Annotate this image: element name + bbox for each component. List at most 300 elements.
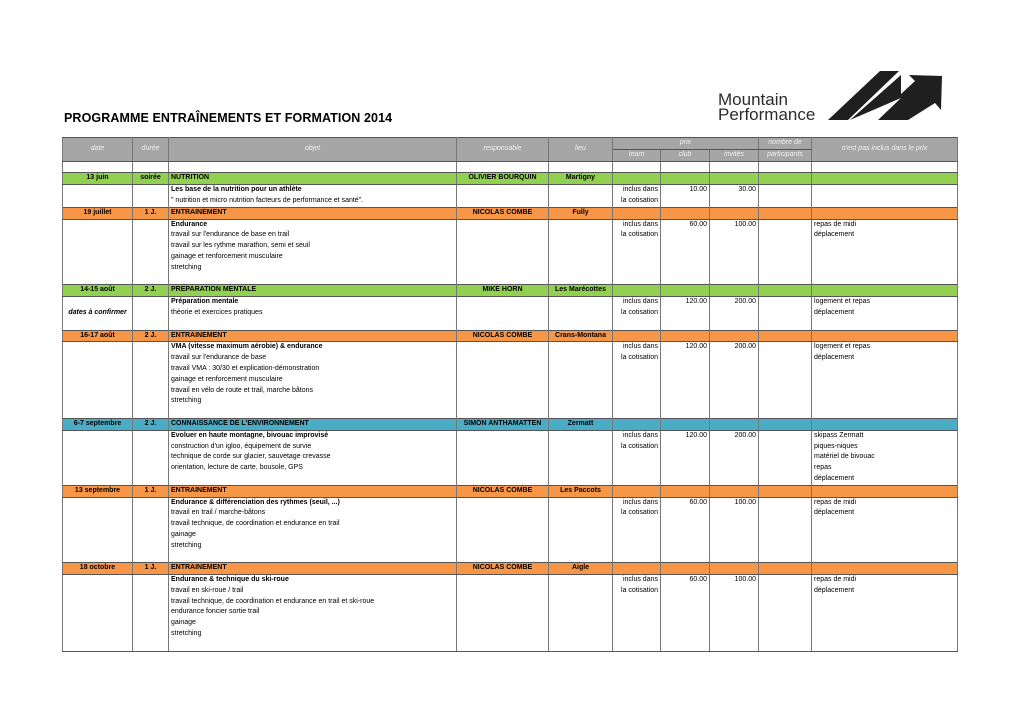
empty-cell	[759, 342, 812, 353]
empty-cell	[133, 196, 169, 207]
empty-cell	[759, 430, 812, 441]
empty-cell	[812, 330, 958, 342]
detail-non-inclus: déplacement	[812, 474, 958, 485]
empty-cell	[457, 442, 549, 453]
empty-cell	[457, 508, 549, 519]
event-header-row	[63, 207, 958, 219]
event-responsable: MIKE HORN	[457, 285, 549, 297]
event-header-row	[63, 563, 958, 575]
event-date: 6-7 septembre	[63, 418, 133, 430]
empty-cell	[457, 230, 549, 241]
detail-club: 60.00	[661, 497, 710, 508]
detail-objet	[169, 319, 457, 330]
detail-team: inclus dans	[613, 575, 661, 586]
header-non-inclus: n'est pas inclus dans le prix	[812, 138, 958, 162]
detail-date	[63, 342, 133, 353]
detail-non-inclus	[812, 375, 958, 386]
event-lieu: Aigle	[549, 563, 613, 575]
detail-non-inclus	[812, 618, 958, 629]
empty-cell	[133, 252, 169, 263]
detail-date	[63, 353, 133, 364]
empty-cell	[457, 319, 549, 330]
detail-objet: gainage et renforcement musculaire	[169, 252, 457, 263]
empty-cell	[133, 463, 169, 474]
detail-club	[661, 629, 710, 640]
detail-non-inclus	[812, 607, 958, 618]
empty-cell	[759, 173, 812, 185]
detail-invites	[710, 607, 759, 618]
event-duree: soirée	[133, 173, 169, 185]
event-date: 14-15 août	[63, 285, 133, 297]
detail-non-inclus	[812, 364, 958, 375]
event-lieu: Les Marécottes	[549, 285, 613, 297]
event-header-row	[63, 285, 958, 297]
detail-non-inclus	[812, 407, 958, 418]
detail-club: 120.00	[661, 430, 710, 441]
empty-cell	[457, 430, 549, 441]
event-detail-row	[63, 386, 958, 397]
empty-cell	[133, 319, 169, 330]
empty-cell	[613, 563, 661, 575]
event-duree: 1 J.	[133, 207, 169, 219]
empty-cell	[457, 396, 549, 407]
detail-club: 120.00	[661, 342, 710, 353]
empty-cell	[759, 274, 812, 285]
detail-objet: Endurance	[169, 219, 457, 230]
detail-club	[661, 607, 710, 618]
event-detail-row	[63, 274, 958, 285]
empty-cell	[759, 386, 812, 397]
detail-invites	[710, 519, 759, 530]
detail-objet: construction d'un igloo, équipement de survie	[169, 442, 457, 453]
detail-non-inclus	[812, 319, 958, 330]
empty-cell	[759, 640, 812, 651]
empty-cell	[759, 474, 812, 485]
empty-cell	[549, 219, 613, 230]
empty-cell	[759, 219, 812, 230]
detail-objet: travail sur l'endurance de base en trail	[169, 230, 457, 241]
event-detail-row	[63, 241, 958, 252]
event-detail-row	[63, 396, 958, 407]
detail-objet: travail VMA : 30/30 et explication-démonstration	[169, 364, 457, 375]
empty-cell	[661, 330, 710, 342]
detail-non-inclus	[812, 551, 958, 562]
empty-cell	[549, 508, 613, 519]
empty-cell	[759, 452, 812, 463]
event-detail-row	[63, 607, 958, 618]
detail-invites	[710, 586, 759, 597]
detail-club	[661, 263, 710, 274]
empty-cell	[549, 452, 613, 463]
empty-cell	[133, 396, 169, 407]
event-detail-row	[63, 407, 958, 418]
event-detail-row	[63, 308, 958, 319]
event-duree: 1 J.	[133, 485, 169, 497]
event-responsable: NICOLAS COMBE	[457, 485, 549, 497]
detail-team	[613, 252, 661, 263]
empty-cell	[759, 353, 812, 364]
detail-invites: 200.00	[710, 430, 759, 441]
detail-non-inclus: repas de midi	[812, 219, 958, 230]
detail-date	[63, 196, 133, 207]
event-detail-row	[63, 319, 958, 330]
detail-objet: gainage	[169, 530, 457, 541]
detail-non-inclus	[812, 386, 958, 397]
empty-cell	[759, 319, 812, 330]
detail-objet: " nutrition et micro nutrition facteurs de performance et santé".	[169, 196, 457, 207]
event-responsable: NICOLAS COMBE	[457, 207, 549, 219]
empty-cell	[812, 563, 958, 575]
empty-cell	[457, 274, 549, 285]
detail-team	[613, 629, 661, 640]
detail-date	[63, 519, 133, 530]
detail-non-inclus	[812, 597, 958, 608]
detail-date	[63, 607, 133, 618]
event-category: PREPARATION MENTALE	[169, 285, 457, 297]
detail-non-inclus: logement et repas	[812, 297, 958, 308]
event-duree: 2 J.	[133, 330, 169, 342]
detail-objet: gainage et renforcement musculaire	[169, 375, 457, 386]
detail-club: 120.00	[661, 297, 710, 308]
empty-cell	[759, 263, 812, 274]
detail-club	[661, 618, 710, 629]
empty-cell	[133, 551, 169, 562]
event-detail-row	[63, 575, 958, 586]
empty-cell	[710, 330, 759, 342]
detail-objet: orientation, lecture de carte, bousole, GPS	[169, 463, 457, 474]
header-club: club	[661, 149, 710, 161]
empty-cell	[759, 442, 812, 453]
detail-invites	[710, 252, 759, 263]
detail-invites	[710, 629, 759, 640]
detail-team	[613, 640, 661, 651]
empty-cell	[759, 207, 812, 219]
detail-objet: Evoluer en haute montagne, bivouac improvisé	[169, 430, 457, 441]
detail-club	[661, 597, 710, 608]
empty-cell	[133, 474, 169, 485]
empty-cell	[457, 519, 549, 530]
empty-cell	[457, 607, 549, 618]
empty-cell	[759, 252, 812, 263]
detail-date	[63, 452, 133, 463]
empty-cell	[133, 452, 169, 463]
detail-date	[63, 575, 133, 586]
detail-non-inclus	[812, 196, 958, 207]
empty-cell	[759, 597, 812, 608]
event-detail-row	[63, 263, 958, 274]
empty-cell	[133, 618, 169, 629]
empty-cell	[759, 285, 812, 297]
event-lieu: Crans-Montana	[549, 330, 613, 342]
event-detail-row	[63, 219, 958, 230]
empty-cell	[457, 375, 549, 386]
detail-team	[613, 618, 661, 629]
detail-objet: travail sur les rythme marathon, semi et seuil	[169, 241, 457, 252]
detail-invites	[710, 530, 759, 541]
detail-invites: 30.00	[710, 185, 759, 196]
detail-invites	[710, 508, 759, 519]
detail-team	[613, 463, 661, 474]
event-detail-row	[63, 618, 958, 629]
detail-date	[63, 386, 133, 397]
detail-date	[63, 551, 133, 562]
empty-cell	[759, 508, 812, 519]
detail-date	[63, 364, 133, 375]
detail-date	[63, 541, 133, 552]
empty-cell	[133, 530, 169, 541]
empty-cell	[710, 173, 759, 185]
empty-cell	[759, 586, 812, 597]
event-detail-row	[63, 508, 958, 519]
detail-non-inclus: déplacement	[812, 308, 958, 319]
empty-cell	[812, 173, 958, 185]
detail-non-inclus	[812, 629, 958, 640]
detail-team: la cotisation	[613, 353, 661, 364]
empty-cell	[133, 430, 169, 441]
event-header-row	[63, 418, 958, 430]
empty-cell	[613, 330, 661, 342]
empty-cell	[549, 241, 613, 252]
logo-line-2: Performance	[718, 105, 816, 124]
detail-invites: 200.00	[710, 297, 759, 308]
empty-cell	[759, 497, 812, 508]
detail-club	[661, 640, 710, 651]
empty-cell	[549, 407, 613, 418]
detail-club	[661, 551, 710, 562]
empty-cell	[457, 452, 549, 463]
event-category: ENTRAINEMENT	[169, 563, 457, 575]
event-detail-row	[63, 364, 958, 375]
empty-cell	[759, 551, 812, 562]
empty-cell	[457, 297, 549, 308]
event-detail-row	[63, 342, 958, 353]
empty-cell	[710, 207, 759, 219]
empty-cell	[759, 418, 812, 430]
detail-non-inclus	[812, 274, 958, 285]
detail-objet: travail technique, de coordination et endurance en trail	[169, 519, 457, 530]
detail-invites	[710, 364, 759, 375]
detail-date	[63, 185, 133, 196]
detail-non-inclus	[812, 640, 958, 651]
detail-invites: 100.00	[710, 575, 759, 586]
empty-cell	[457, 629, 549, 640]
detail-objet	[169, 474, 457, 485]
empty-cell	[549, 463, 613, 474]
detail-invites	[710, 375, 759, 386]
empty-cell	[133, 274, 169, 285]
detail-team	[613, 319, 661, 330]
programme-table	[62, 137, 958, 652]
empty-cell	[457, 196, 549, 207]
detail-team: la cotisation	[613, 442, 661, 453]
detail-non-inclus: repas de midi	[812, 497, 958, 508]
detail-date	[63, 319, 133, 330]
event-header-row	[63, 173, 958, 185]
detail-team	[613, 241, 661, 252]
empty-cell	[549, 586, 613, 597]
detail-team: inclus dans	[613, 219, 661, 230]
detail-objet	[169, 640, 457, 651]
empty-cell	[549, 519, 613, 530]
empty-cell	[549, 263, 613, 274]
detail-non-inclus	[812, 541, 958, 552]
empty-cell	[457, 407, 549, 418]
detail-non-inclus	[812, 252, 958, 263]
empty-cell	[759, 185, 812, 196]
detail-date	[63, 474, 133, 485]
empty-cell	[549, 386, 613, 397]
empty-cell	[457, 618, 549, 629]
detail-team: inclus dans	[613, 430, 661, 441]
detail-invites	[710, 452, 759, 463]
event-detail-row	[63, 551, 958, 562]
empty-cell	[549, 353, 613, 364]
detail-invites	[710, 463, 759, 474]
event-responsable: NICOLAS COMBE	[457, 563, 549, 575]
empty-cell	[759, 241, 812, 252]
header-duree: durée	[133, 138, 169, 162]
detail-non-inclus	[812, 396, 958, 407]
detail-invites	[710, 196, 759, 207]
detail-team: inclus dans	[613, 497, 661, 508]
detail-date	[63, 274, 133, 285]
event-date: 19 juillet	[63, 207, 133, 219]
empty-cell	[549, 640, 613, 651]
empty-cell	[549, 196, 613, 207]
detail-club	[661, 274, 710, 285]
empty-cell	[133, 407, 169, 418]
detail-club	[661, 519, 710, 530]
empty-cell	[549, 375, 613, 386]
empty-cell	[457, 497, 549, 508]
detail-club	[661, 353, 710, 364]
detail-non-inclus: déplacement	[812, 230, 958, 241]
empty-cell	[457, 597, 549, 608]
empty-cell	[661, 563, 710, 575]
empty-cell	[133, 219, 169, 230]
empty-cell	[133, 297, 169, 308]
detail-date	[63, 407, 133, 418]
detail-date	[63, 241, 133, 252]
detail-objet: stretching	[169, 263, 457, 274]
empty-cell	[549, 618, 613, 629]
detail-club	[661, 364, 710, 375]
spacer-row	[63, 161, 958, 173]
header-responsable: responsable	[457, 138, 549, 162]
detail-non-inclus	[812, 530, 958, 541]
empty-cell	[549, 185, 613, 196]
detail-objet: Endurance & technique du ski-roue	[169, 575, 457, 586]
detail-team	[613, 375, 661, 386]
detail-objet: travail sur l'endurance de base	[169, 353, 457, 364]
detail-club	[661, 586, 710, 597]
detail-date	[63, 230, 133, 241]
empty-cell	[549, 597, 613, 608]
detail-club	[661, 474, 710, 485]
detail-non-inclus: skipass Zermatt	[812, 430, 958, 441]
event-detail-row	[63, 640, 958, 651]
empty-cell	[759, 407, 812, 418]
empty-cell	[613, 285, 661, 297]
header-date: date	[63, 138, 133, 162]
empty-cell	[457, 219, 549, 230]
empty-cell	[549, 551, 613, 562]
empty-cell	[549, 364, 613, 375]
empty-cell	[549, 607, 613, 618]
empty-cell	[133, 586, 169, 597]
empty-cell	[759, 375, 812, 386]
detail-team: inclus dans	[613, 297, 661, 308]
empty-cell	[549, 442, 613, 453]
empty-cell	[759, 519, 812, 530]
event-detail-row	[63, 196, 958, 207]
empty-cell	[133, 386, 169, 397]
empty-cell	[133, 263, 169, 274]
logo-line-1: Mountain	[718, 90, 788, 109]
detail-team	[613, 386, 661, 397]
detail-team: inclus dans	[613, 185, 661, 196]
detail-team	[613, 541, 661, 552]
detail-invites	[710, 407, 759, 418]
event-responsable: SIMON ANTHAMATTEN	[457, 418, 549, 430]
empty-cell	[457, 364, 549, 375]
event-detail-row	[63, 430, 958, 441]
event-detail-row	[63, 375, 958, 386]
empty-cell	[133, 541, 169, 552]
detail-club	[661, 452, 710, 463]
event-duree: 2 J.	[133, 418, 169, 430]
empty-cell	[457, 551, 549, 562]
empty-cell	[759, 196, 812, 207]
empty-cell	[549, 530, 613, 541]
detail-date	[63, 263, 133, 274]
detail-non-inclus: déplacement	[812, 353, 958, 364]
empty-cell	[133, 308, 169, 319]
detail-non-inclus: repas	[812, 463, 958, 474]
detail-invites	[710, 230, 759, 241]
empty-cell	[549, 252, 613, 263]
detail-club	[661, 319, 710, 330]
detail-non-inclus: déplacement	[812, 508, 958, 519]
detail-date	[63, 396, 133, 407]
event-date: 13 septembre	[63, 485, 133, 497]
event-detail-row	[63, 252, 958, 263]
empty-cell	[613, 485, 661, 497]
detail-invites	[710, 597, 759, 608]
header-lieu: lieu	[549, 138, 613, 162]
empty-cell	[133, 375, 169, 386]
detail-objet	[169, 407, 457, 418]
event-detail-row	[63, 519, 958, 530]
empty-cell	[759, 485, 812, 497]
detail-non-inclus	[812, 263, 958, 274]
empty-cell	[549, 430, 613, 441]
empty-cell	[133, 640, 169, 651]
empty-cell	[613, 207, 661, 219]
detail-date	[63, 463, 133, 474]
event-header-row	[63, 330, 958, 342]
detail-non-inclus: logement et repas	[812, 342, 958, 353]
detail-objet: Endurance & différenciation des rythmes (seuil, ...)	[169, 497, 457, 508]
detail-objet: gainage	[169, 618, 457, 629]
empty-cell	[759, 364, 812, 375]
detail-date	[63, 442, 133, 453]
empty-cell	[133, 519, 169, 530]
empty-cell	[133, 364, 169, 375]
detail-club	[661, 463, 710, 474]
event-detail-row	[63, 474, 958, 485]
empty-cell	[549, 297, 613, 308]
